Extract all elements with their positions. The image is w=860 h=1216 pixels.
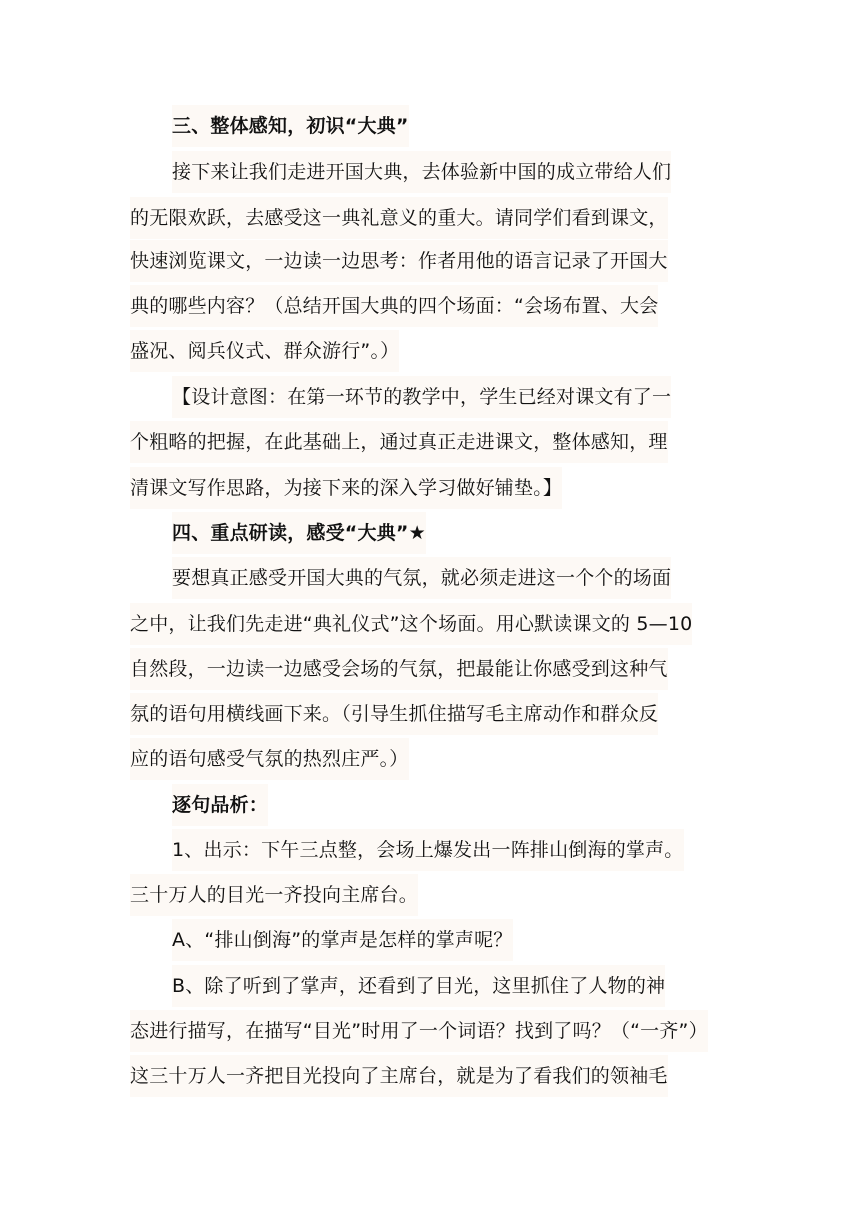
paragraph-line: 氛的语句用横线画下来。（引导生抓住描写毛主席动作和群众反 [130,693,658,735]
paragraph-line: 快速浏览课文，一边读一边思考：作者用他的语言记录了开国大 [130,240,668,282]
paragraph-line: 要想真正感受开国大典的气氛，就必须走进这一个个的场面 [172,557,671,599]
question-a-line: A、“排山倒海”的掌声是怎样的掌声呢？ [172,919,513,961]
example-line: 三十万人的目光一齐投向主席台。 [130,874,418,916]
paragraph-line: 自然段，一边读一边感受会场的气氛，把最能让你感受到这种气 [130,648,668,690]
design-intent-line: 个粗略的把握，在此基础上，通过真正走进课文，整体感知，理 [130,421,668,463]
question-b-line: B、除了听到了掌声，还看到了目光，这里抓住了人物的神 [172,965,665,1007]
paragraph-line: 接下来让我们走进开国大典，去体验新中国的成立带给人们 [172,151,671,193]
paragraph-line: 盛况、阅兵仪式、群众游行”。） [130,330,399,372]
question-b-line: 态进行描写，在描写“目光”时用了一个词语？找到了吗？（“一齐”） [130,1010,708,1052]
design-intent-line: 【设计意图：在第一环节的教学中，学生已经对课文有了一 [172,376,671,418]
example-line: 1、出示：下午三点整，会场上爆发出一阵排山倒海的掌声。 [172,829,684,871]
analysis-heading: 逐句品析： [172,784,268,826]
paragraph-line: 之中，让我们先走进“典礼仪式”这个场面。用心默读课文的 5—10 [130,603,692,645]
paragraph-line: 应的语句感受气氛的热烈庄严。） [130,738,409,780]
paragraph-line: 典的哪些内容？（总结开国大典的四个场面：“会场布置、大会 [130,285,658,327]
section-heading-4: 四、重点研读，感受“大典”★ [172,512,426,554]
question-b-line: 这三十万人一齐把目光投向了主席台，就是为了看我们的领袖毛 [130,1055,668,1097]
paragraph-line: 的无限欢跃，去感受这一典礼意义的重大。请同学们看到课文， [130,197,668,239]
design-intent-line: 清课文写作思路，为接下来的深入学习做好铺垫。】 [130,467,562,509]
section-heading-3: 三、整体感知，初识“大典” [172,105,409,147]
